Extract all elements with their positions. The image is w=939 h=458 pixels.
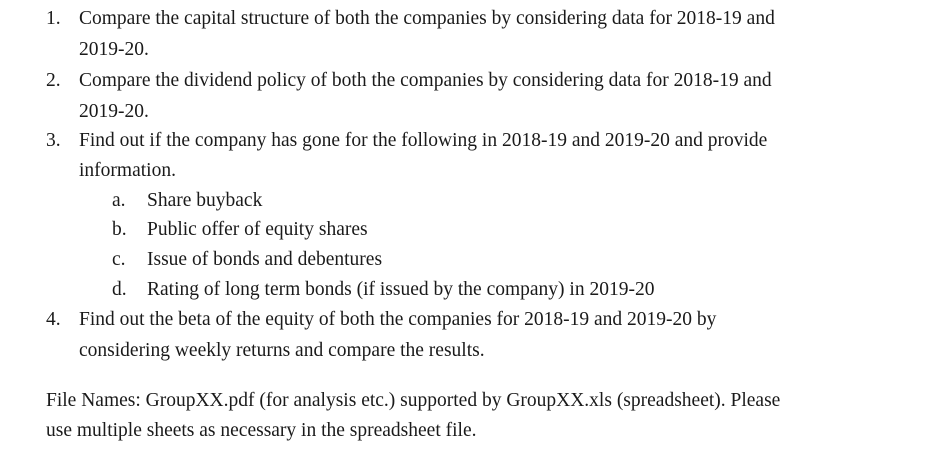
file-names-note-line-1: File Names: GroupXX.pdf (for analysis etc.) supported by GroupXX.xls (spreadsheet). Please <box>46 390 781 411</box>
list-number: 1. <box>46 8 61 29</box>
file-names-note-line-2: use multiple sheets as necessary in the spreadsheet file. <box>46 420 477 441</box>
sub-item-letter: b. <box>112 219 127 240</box>
sub-item-letter: a. <box>112 190 126 211</box>
sub-item-letter: c. <box>112 249 126 270</box>
sub-item-text: Issue of bonds and debentures <box>147 249 383 270</box>
list-item-text-line-2: 2019-20. <box>79 101 149 122</box>
list-number: 4. <box>46 309 61 330</box>
list-item-text-line-2: considering weekly returns and compare the results. <box>79 340 485 361</box>
list-item-text-line-2: information. <box>79 160 176 181</box>
list-item-text-line-1: Compare the capital structure of both the companies by considering data for 2018-19 and <box>79 8 775 29</box>
list-item-text-line-1: Find out if the company has gone for the following in 2018-19 and 2019-20 and provide <box>79 130 768 151</box>
file-names-note <box>46 386 916 446</box>
sub-item-text: Public offer of equity shares <box>147 219 368 240</box>
list-number: 3. <box>46 130 61 151</box>
list-item-text-line-2: 2019-20. <box>79 39 149 60</box>
list-item-text-line-1: Find out the beta of the equity of both the companies for 2018-19 and 2019-20 by <box>79 309 717 330</box>
sub-item-letter: d. <box>112 279 127 300</box>
sub-item-text: Rating of long term bonds (if issued by the company) in 2019-20 <box>147 279 655 300</box>
list-item-text-line-1: Compare the dividend policy of both the companies by considering data for 2018-19 and <box>79 70 772 91</box>
sub-item-text: Share buyback <box>147 190 263 211</box>
list-number: 2. <box>46 70 61 91</box>
